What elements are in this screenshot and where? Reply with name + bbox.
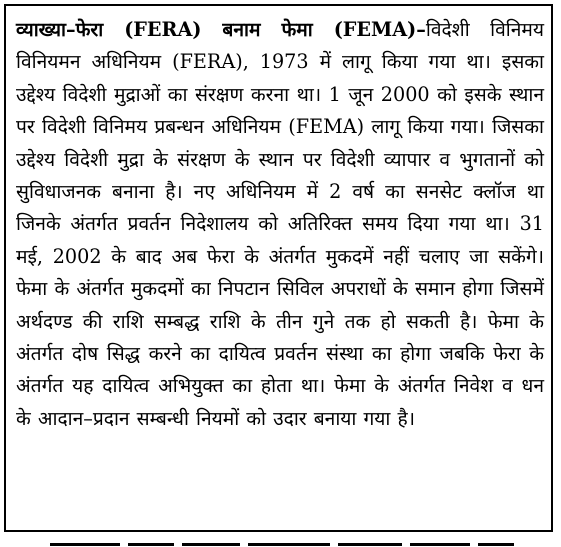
paragraph	[16, 14, 544, 435]
text-box	[4, 4, 553, 532]
paragraph-body: विदेशी विनिमय विनियमन अधिनियम (FERA), 1973 में लागू किया गया था। इसका उद्देश्य विदेशी मुद्राओं का संरक्षण करना था। 1 जून 2000 को इसके स्थान पर विदेशी विनिमय प्रबन्धन अधिनियम (FEMA) लागू किया गया। जिसका उद्देश्य विदेशी मुद्रा के संरक्षण के स्थान पर विदेशी व्यापार व भुगतानों को सुविधाजनक बनाना है। नए अधिनियम में 2 वर्ष का सनसेट क्लॉज था जिनके अंतर्गत प्रवर्तन निदेशालय को अतिरिक्त समय दिया गया था। 31 मई, 2002 के बाद अब फेरा के अंतर्गत मुकदमें नहीं चलाए जा सकेंगे। फेमा के अंतर्गत मुकदमों का निपटान सिविल अपराधों के समान होगा जिसमें अर्थदण्ड की राशि सम्बद्ध राशि के तीन गुने तक हो सकती है। फेमा के अंतर्गत दोष सिद्ध करने का दायित्व प्रवर्तन संस्था का होगा जबकि फेरा के अंतर्गत यह दायित्व अभियुक्त का होता था। फेमा के अंतर्गत निवेश व धन के आदान–प्रदान सम्बन्धी नियमों को उदार बनाया गया है।	[16, 18, 544, 430]
heading: व्याख्या–फेरा (FERA) बनाम फेमा (FEMA)–	[16, 18, 426, 41]
cut-off-text-fragment	[10, 543, 538, 547]
cut-off-next-line	[10, 534, 538, 547]
